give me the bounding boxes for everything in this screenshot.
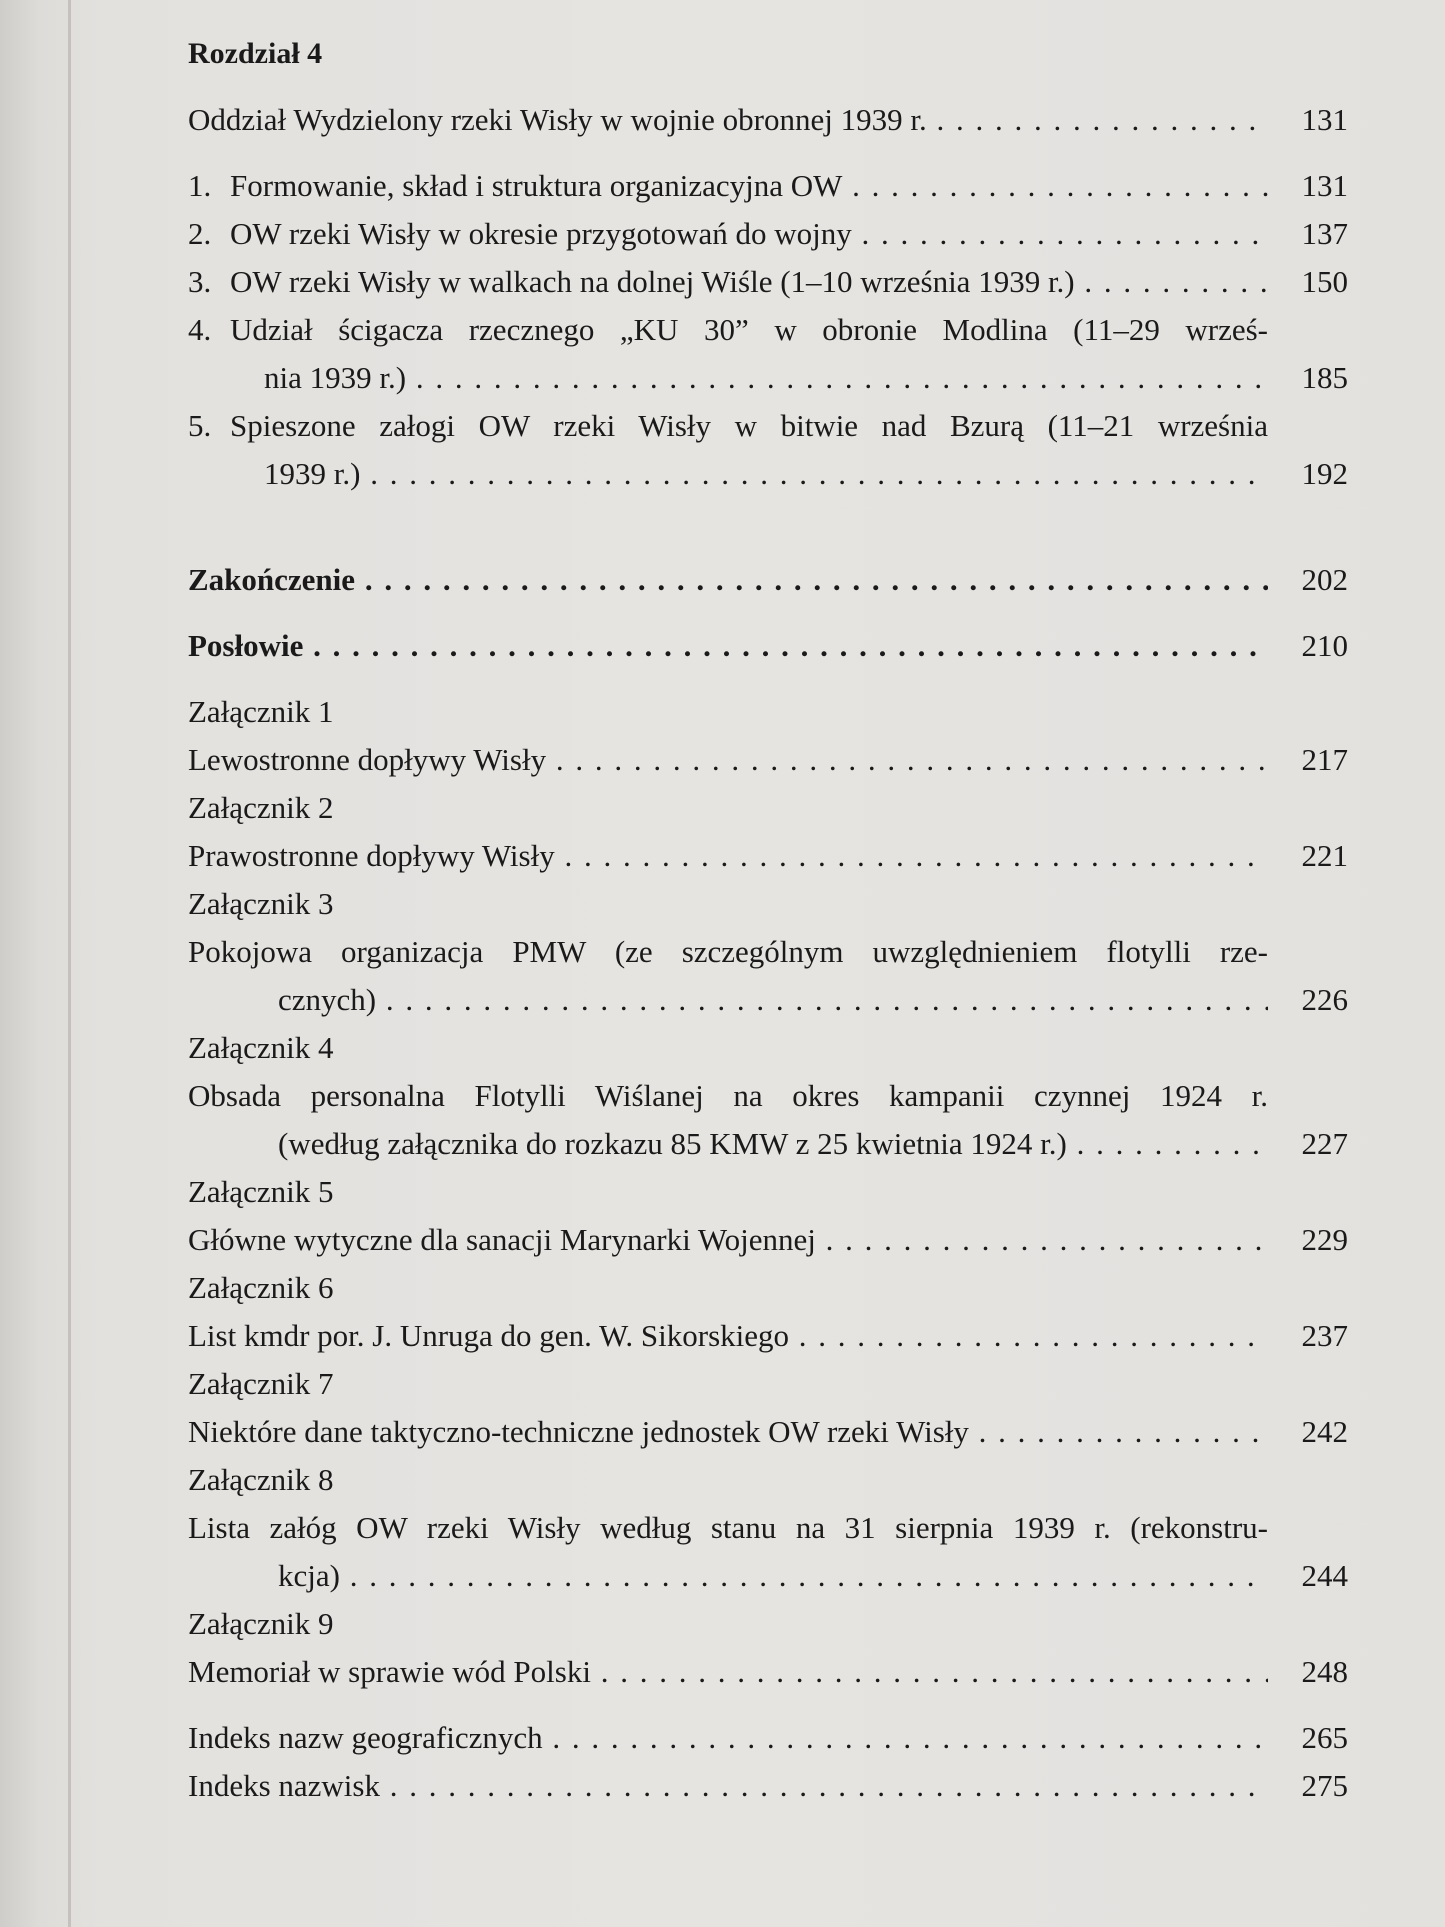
toc-entry-page: 229: [1301, 1222, 1348, 1257]
toc-entry-title-line2: cznych) . . .: [188, 976, 1268, 1024]
appendix-label: Załącznik 2: [188, 790, 334, 825]
toc-entry-title-line1: Spieszone załogi OW rzeki Wisły w bitwie nad Bzurą (11–21 września: [230, 408, 1268, 443]
toc-entry-title: Zakończenie . . .: [188, 556, 1268, 604]
toc-entry-title: OW rzeki Wisły w walkach na dolnej Wiśle (1–10 września 1939 r.): [230, 264, 1075, 299]
toc-entry-title: Posłowie . . .: [188, 622, 1268, 670]
toc-entry-appendix: [188, 1216, 1348, 1264]
toc-entry-title: Lewostronne dopływy Wisły . . .: [188, 736, 1268, 784]
toc-entry-title-line2: 1939 r.) . . .: [188, 450, 1268, 498]
toc-entry-page: 150: [1301, 264, 1348, 299]
appendix-label: Załącznik 6: [188, 1270, 334, 1305]
table-of-contents: [188, 30, 1348, 1810]
toc-entry-section: [188, 258, 1348, 306]
toc-entry-appendix: [188, 1648, 1348, 1696]
appendix-label: Załącznik 9: [188, 1606, 334, 1641]
toc-entry-index: [188, 1714, 1348, 1762]
toc-entry-section: [188, 162, 1348, 210]
toc-entry-appendix: [188, 1312, 1348, 1360]
chapter-label: Rozdział 4: [188, 37, 323, 70]
toc-entry-page: 137: [1301, 216, 1348, 251]
toc-entry-title: Prawostronne dopływy Wisły . . .: [188, 832, 1268, 880]
appendix-label: Załącznik 7: [188, 1366, 334, 1401]
toc-entry-title: Niektóre dane taktyczno-techniczne jednostek OW rzeki Wisły . . .: [188, 1408, 1268, 1456]
toc-entry-page: 131: [1301, 102, 1348, 137]
toc-entry-page: 275: [1301, 1768, 1348, 1803]
toc-entry-page: 202: [1301, 562, 1348, 597]
toc-entry-page: 237: [1301, 1318, 1348, 1353]
section-number: 5.: [188, 408, 212, 443]
toc-entry-section: [188, 402, 1348, 498]
toc-entry-title: Indeks nazwisk . . .: [188, 1762, 1268, 1810]
toc-entry-title-line1: Obsada personalna Flotylli Wiślanej na okres kampanii czynnej 1924 r.: [188, 1078, 1268, 1113]
toc-entry-title: Indeks nazw geograficznych . . .: [188, 1714, 1268, 1762]
toc-entry-closing: [188, 556, 1348, 604]
toc-entry-page: 227: [1301, 1126, 1348, 1161]
toc-entry-appendix: [188, 832, 1348, 880]
toc-entry-title: Memoriał w sprawie wód Polski . . .: [188, 1648, 1268, 1696]
toc-entry-title-line1: Pokojowa organizacja PMW (ze szczególnym uwzględnieniem flotylli rze-: [188, 934, 1268, 969]
toc-entry-title-line1: Lista załóg OW rzeki Wisły według stanu na 31 sierpnia 1939 r. (rekonstru-: [188, 1510, 1268, 1545]
toc-entry-title: List kmdr por. J. Unruga do gen. W. Sikorskiego . . .: [188, 1312, 1268, 1360]
section-number: 4.: [188, 312, 212, 347]
toc-entry-page: 242: [1301, 1414, 1348, 1449]
toc-entry-appendix: [188, 1504, 1348, 1600]
toc-entry-page: 192: [1301, 456, 1348, 491]
toc-entry-section: [188, 210, 1348, 258]
section-number: 3.: [188, 264, 212, 299]
toc-entry-page: 244: [1301, 1558, 1348, 1593]
appendix-label: Załącznik 5: [188, 1174, 334, 1209]
toc-entry-appendix: [188, 1408, 1348, 1456]
toc-entry-page: 185: [1301, 360, 1348, 395]
toc-entry-section: [188, 306, 1348, 402]
toc-entry-title: OW rzeki Wisły w okresie przygotowań do wojny: [230, 216, 852, 251]
toc-entry-appendix: [188, 736, 1348, 784]
page-binding-edge: [68, 0, 71, 1927]
toc-entry-chapter-title: [188, 96, 1348, 144]
section-number: 2.: [188, 216, 212, 251]
appendix-label: Załącznik 8: [188, 1462, 334, 1497]
appendix-label: Załącznik 1: [188, 694, 334, 729]
toc-entry-title: Formowanie, skład i struktura organizacyjna OW: [230, 168, 843, 203]
toc-entry-appendix: [188, 1072, 1348, 1168]
toc-entry-title: Główne wytyczne dla sanacji Marynarki Wojennej . . .: [188, 1216, 1268, 1264]
toc-entry-title-line2: (według załącznika do rozkazu 85 KMW z 25 kwietnia 1924 r.) . . .: [188, 1120, 1268, 1168]
toc-entry-page: 248: [1301, 1654, 1348, 1689]
toc-entry-index: [188, 1762, 1348, 1810]
toc-entry-title-line2: kcja) . . .: [188, 1552, 1268, 1600]
toc-entry-appendix: [188, 928, 1348, 1024]
appendix-label: Załącznik 3: [188, 886, 334, 921]
appendix-label: Załącznik 4: [188, 1030, 334, 1065]
toc-entry-title-line1: Udział ścigacza rzecznego „KU 30” w obronie Modlina (11–29 wrześ-: [230, 312, 1268, 347]
toc-entry-page: 217: [1301, 742, 1348, 777]
toc-entry-page: 265: [1301, 1720, 1348, 1755]
toc-entry-page: 210: [1301, 628, 1348, 663]
toc-entry-title-line2: nia 1939 r.) . . .: [188, 354, 1268, 402]
toc-entry-title: Oddział Wydzielony rzeki Wisły w wojnie obronnej 1939 r. . . .: [188, 96, 1268, 144]
toc-entry-afterword: [188, 622, 1348, 670]
toc-entry-page: 226: [1301, 982, 1348, 1017]
toc-entry-page: 131: [1301, 168, 1348, 203]
section-number: 1.: [188, 168, 212, 203]
toc-entry-page: 221: [1301, 838, 1348, 873]
